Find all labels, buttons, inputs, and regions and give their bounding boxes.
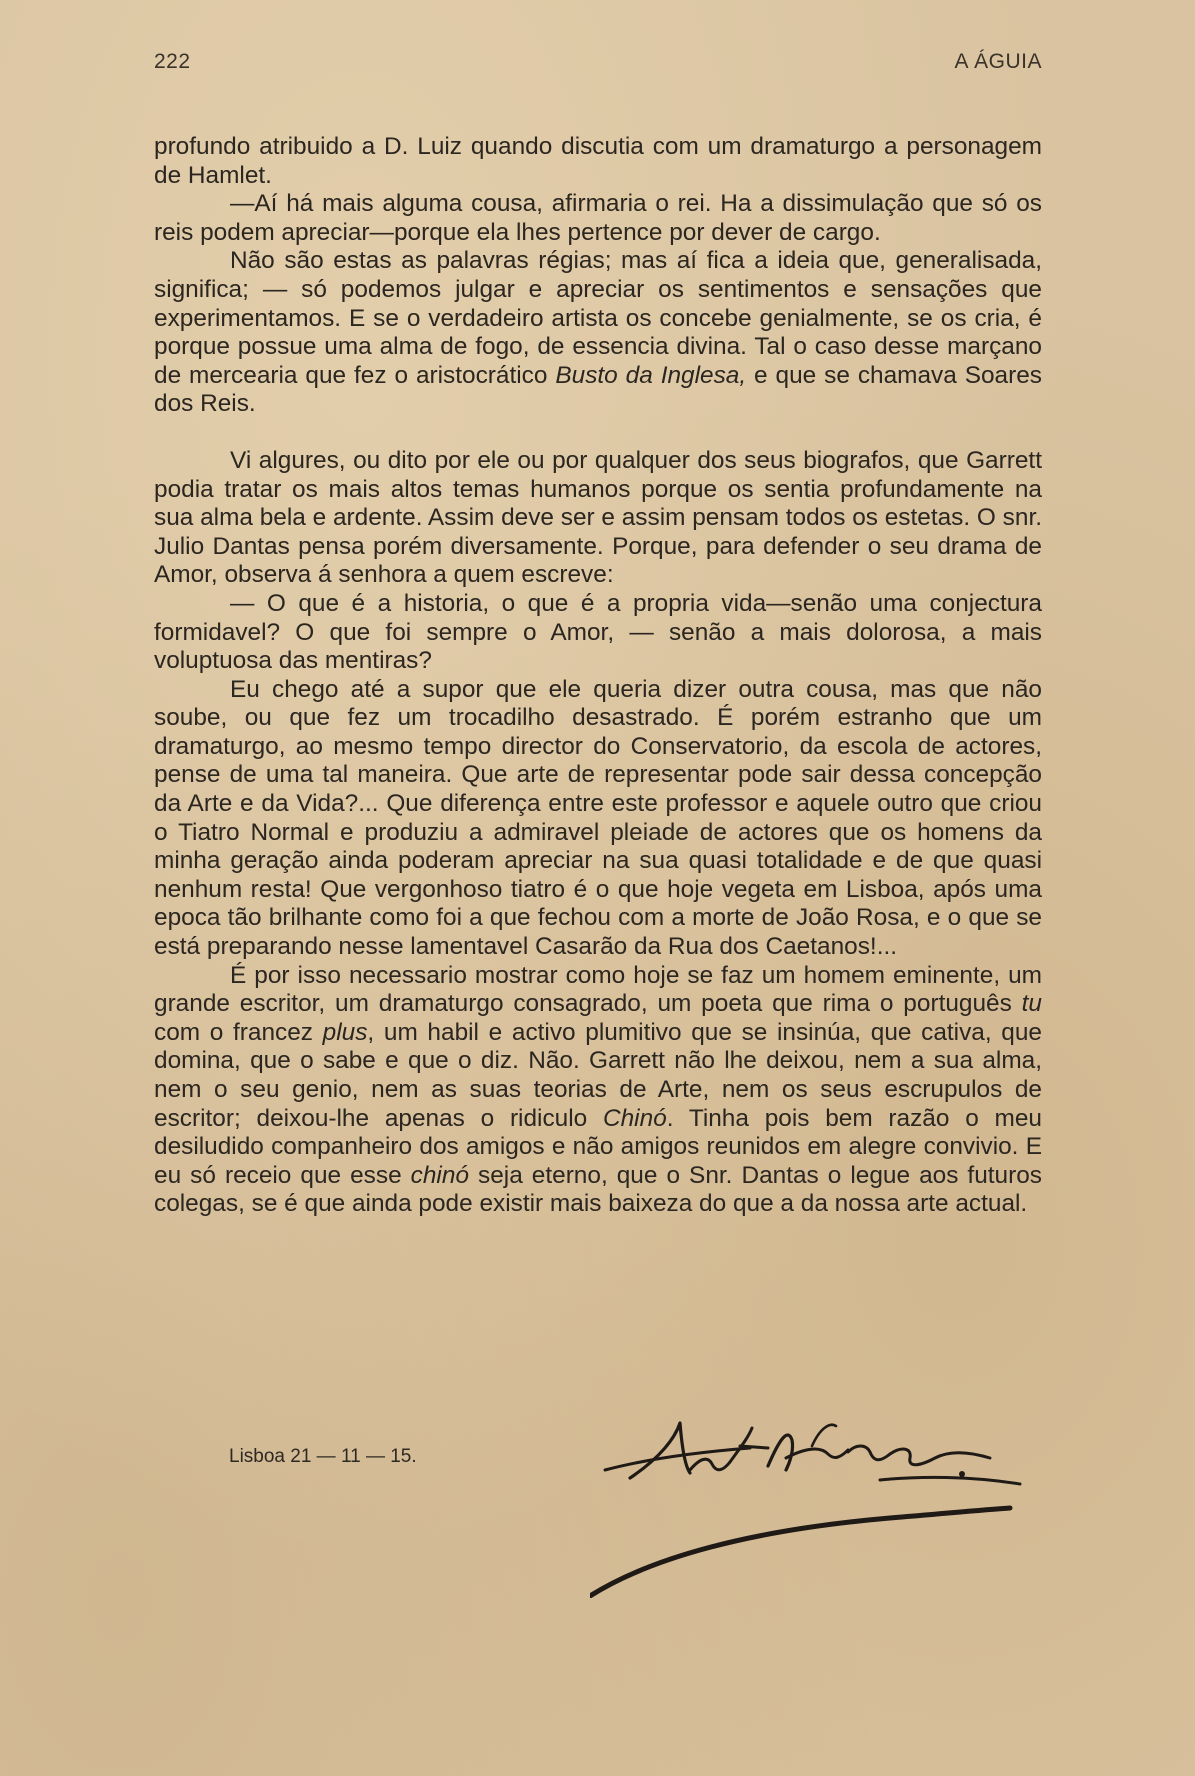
article-body bbox=[154, 133, 1042, 1219]
paragraph-1: profundo atribuido a D. Luiz quando discutia com um dramaturgo a personagem de Hamlet. bbox=[154, 133, 1042, 189]
paragraph-7-mid-3: . Tinha pois bem razão o meu desiludido companheiro dos amigos e não amigos reunidos em alegre convivio. E eu só receio que esse bbox=[154, 1104, 1042, 1189]
work-title-busto: Busto da Inglesa, bbox=[555, 361, 747, 389]
running-header bbox=[154, 50, 1042, 74]
word-chino-title: Chinó bbox=[602, 1104, 667, 1132]
paragraph-3-end: e que se chamava Soares dos Reis. bbox=[154, 361, 1042, 418]
paragraph-7-text: É por isso necessario mostrar como hoje se faz um homem eminente, um grande escritor, um dramaturgo consagrado, um poeta que rima o português bbox=[154, 961, 1042, 1018]
handwritten-signature-icon bbox=[590, 1418, 1030, 1598]
page-number: 222 bbox=[154, 50, 191, 73]
word-plus: plus bbox=[322, 1018, 368, 1046]
paragraph-7-end: seja eterno, que o Snr. Dantas o legue aos futuros colegas, se é que ainda pode existir mais baixeza do que a da nossa arte actual. bbox=[154, 1161, 1042, 1218]
paragraph-2: —Aí há mais alguma cousa, afirmaria o rei. Ha a dissimulação que só os reis podem apreciar—porque ela lhes pertence por dever de cargo. bbox=[154, 190, 1042, 246]
paragraph-3 bbox=[154, 247, 1042, 419]
paragraph-4: Vi algures, ou dito por ele ou por qualquer dos seus biografos, que Garrett podia tratar os mais altos temas humanos porque os sentia profundamente na sua alma bela e ardente. Assim deve ser e assim pensam todos os estetas. O snr. Julio Dantas pensa porém diversamente. Porque, para defender o seu drama de Amor, observa á senhora a quem escreve: bbox=[154, 446, 1042, 589]
paragraph-6: Eu chego até a supor que ele queria dizer outra cousa, mas que não soube, ou que fez um trocadilho desastrado. É porém estranho que um dramaturgo, ao mesmo tempo director do Conservatorio, da escola de actores, pense de uma tal maneira. Que arte de representar pode sair dessa concepção da Arte e da Vida?... Que diferença entre este professor e aquele outro que criou o Tiatro Normal e produziu a admiravel pleiade de actores que os homens da minha geração ainda poderam apreciar na sua quasi totalidade e de que quasi nenhum resta! Que vergonhoso tiatro é o que hoje vegeta em Lisboa, após uma epoca tão brilhante como foi a que fechou com a morte de João Rosa, e o que se está preparando nesse lamentavel Casarão da Rua dos Caetanos!... bbox=[154, 675, 1042, 961]
place-date: Lisboa 21 — 11 — 15. bbox=[229, 1446, 417, 1467]
word-chino: chinó bbox=[410, 1161, 469, 1189]
paragraph-3-text: Não são estas as palavras régias; mas aí fica a ideia que, generalisada, significa; — só podemos julgar e apreciar os sentimentos e sensações que experimentamos. E se o verdadeiro artista os concebe genialmente, se os cria, é porque possue uma alma de fogo, de essencia divina. Tal o caso desse marçano de mercearia que fez o aristocrático bbox=[154, 247, 1042, 389]
paragraph-7 bbox=[154, 962, 1042, 1219]
word-tu: tu bbox=[1021, 990, 1042, 1018]
paragraph-5-quote: — O que é a historia, o que é a propria vida—senão uma conjectura formidavel? O que foi sempre o Amor, — senão a mais dolorosa, a mais voluptuosa das mentiras? bbox=[154, 589, 1042, 675]
paragraph-7-mid-2: , um habil e activo plumitivo que se insinúa, que cativa, que domina, que o sabe e que o diz. Não. Garrett não lhe deixou, nem a sua alma, nem o seu genio, nem as suas teorias de Arte, nem os seus escrupulos de escritor; deixou-lhe apenas o ridiculo bbox=[154, 1018, 1042, 1132]
running-title: A ÁGUIA bbox=[954, 50, 1042, 73]
paragraph-7-mid-1: com o francez bbox=[154, 1018, 323, 1046]
